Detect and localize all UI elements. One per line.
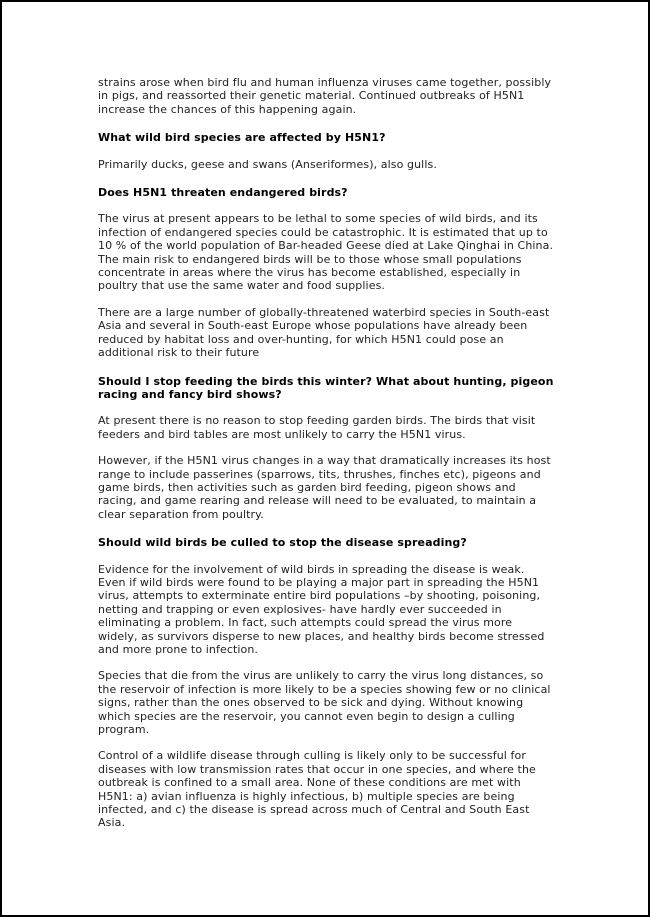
heading-species-affected: What wild bird species are affected by H5N1? — [98, 131, 386, 145]
paragraph-endangered-lethality: The virus at present appears to be lethal to some species of wild birds, and its infection of endangered species could be catastrophic. It is estimated that up to 10 % of the world population of Bar-headed Geese died at Lake Qinghai in China. The main risk to endangered birds will be to those whose small populations concentrate in areas where the virus has become established, especially in poultry that use the same water and food supplies. — [98, 212, 554, 293]
heading-endangered-birds: Does H5N1 threaten endangered birds? — [98, 186, 348, 200]
paragraph-reservoir-species: Species that die from the virus are unlikely to carry the virus long distances, so the reservoir of infection is more likely to be a species showing few or no clinical signs, rather than the ones observed to be sick and dying. Without knowing which species are the reservoir, you cannot even begin to design a culling program. — [98, 669, 551, 737]
paragraph-threatened-waterbirds: There are a large number of globally-threatened waterbird species in South-east Asia and several in South-east Europe whose populations have already been reduced by habitat loss and over-hunting, for which H5N1 could pose an additional risk to their future — [98, 305, 550, 360]
paragraph-feeding-garden-birds: At present there is no reason to stop feeding garden birds. The birds that visit feeders and bird tables are most unlikely to carry the H5N1 virus. — [98, 414, 536, 441]
document-body — [98, 76, 555, 830]
paragraph-species-affected: Primarily ducks, geese and swans (Anseriformes), also gulls. — [98, 157, 437, 171]
heading-culling: Should wild birds be culled to stop the disease spreading? — [98, 536, 467, 550]
paragraph-culling-evidence: Evidence for the involvement of wild birds in spreading the disease is weak. Even if wild birds were found to be playing a major part in spreading the H5N1 virus, attempts to exterminate entire bird populations –by shooting, poisoning, netting and trapping or even explosives- have hardly ever succeeded in eliminating a problem. In fact, such attempts could spread the virus more widely, as survivors disperse to new places, and healthy birds become stressed and more prone to infection. — [98, 562, 545, 656]
paragraph-culling-conditions: Control of a wildlife disease through culling is likely only to be successful for diseases with low transmission rates that occur in one species, and where the outbreak is confined to a small area. None of these conditions are met with H5N1: a) avian influenza is highly infectious, b) multiple species are being infected, and c) the disease is spread across much of Central and South East Asia. — [98, 749, 536, 830]
heading-feeding-birds: Should I stop feeding the birds this winter? What about hunting, pigeon racing and fancy bird shows? — [98, 374, 554, 401]
paragraph-host-range-change: However, if the H5N1 virus changes in a way that dramatically increases its host range to include passerines (sparrows, tits, thrushes, finches etc), pigeons and game birds, then activities such as garden bird feeding, pigeon shows and racing, and game rearing and release will need to be evaluated, to maintain a clear separation from poultry. — [98, 454, 551, 521]
paragraph-continued-strains: strains arose when bird flu and human influenza viruses came together, possibly in pigs, and reassorted their genetic material. Continued outbreaks of H5N1 increase the chances of this happening again. — [98, 76, 552, 116]
